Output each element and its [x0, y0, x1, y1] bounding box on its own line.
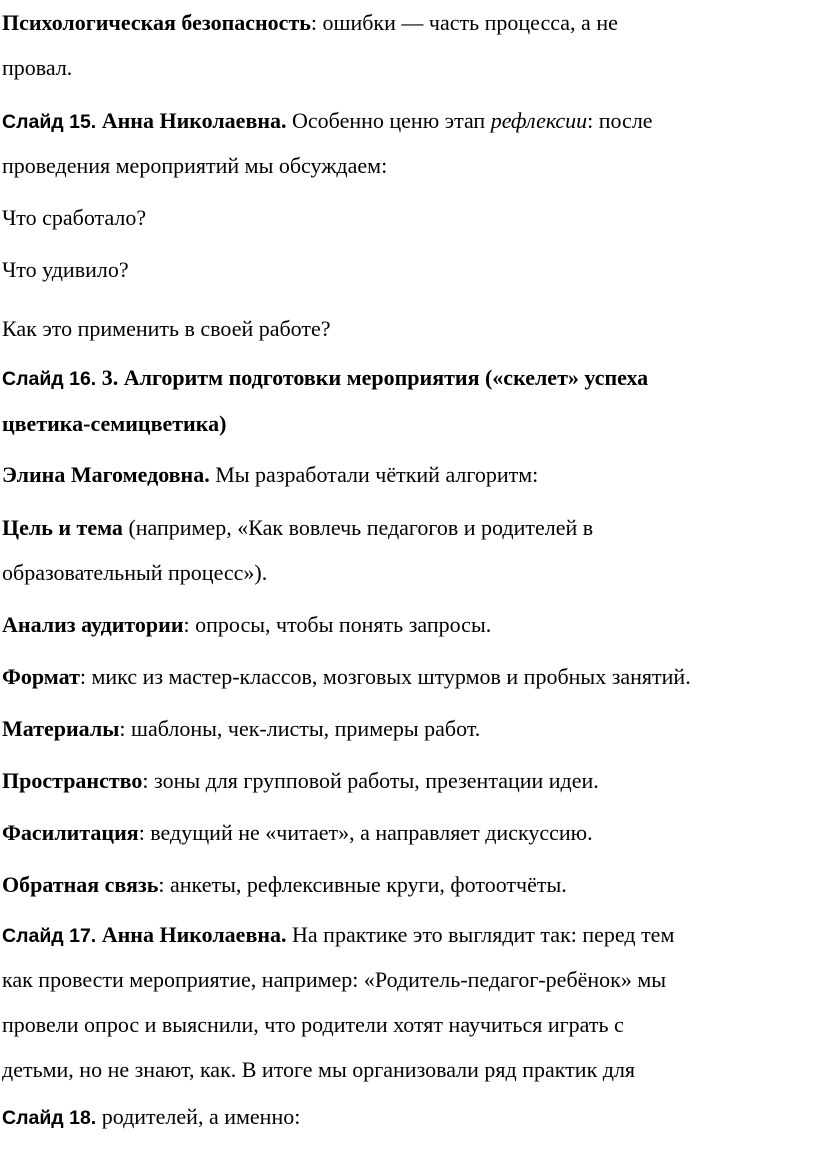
section-heading-line: цветика-семицветика) — [2, 411, 227, 436]
paragraph-text: Особенно ценю этап — [286, 108, 491, 133]
paragraph-line: проведения мероприятий мы обсуждаем: — [2, 153, 388, 178]
paragraph-text: : микс из мастер-классов, мозговых штурмов и пробных занятий. — [79, 664, 691, 689]
paragraph-text: : шаблоны, чек-листы, примеры работ. — [119, 716, 481, 741]
italic-term: рефлексии — [490, 108, 588, 133]
question-item: Что удивило? — [2, 257, 129, 282]
term-bold: Фасилитация — [2, 820, 139, 845]
slide-label: Слайд 17. — [2, 925, 97, 947]
term-bold: Формат — [2, 664, 80, 689]
slide-label: Слайд 15. — [2, 111, 97, 133]
term-bold: Материалы — [2, 716, 120, 741]
paragraph-text: : ведущий не «читает», а направляет дискуссию. — [138, 820, 593, 845]
paragraph-slide-17 — [2, 912, 674, 959]
term-bold: Цель и тема — [2, 515, 123, 540]
section-heading — [2, 355, 648, 402]
paragraph-text: : анкеты, рефлексивные круги, фотоотчёты. — [158, 872, 567, 897]
algorithm-item-materials — [2, 706, 480, 751]
paragraph-line: как провести мероприятие, например: «Родитель-педагог-ребёнок» мы — [2, 967, 667, 992]
slide-label: Слайд 16. — [2, 368, 97, 390]
paragraph-text: : опросы, чтобы понять запросы. — [183, 612, 492, 637]
term-bold: Обратная связь — [2, 872, 159, 897]
term-bold: Пространство — [2, 768, 143, 793]
algorithm-item-goal — [2, 505, 593, 550]
paragraph-text: : ошибки — часть процесса, а не — [310, 10, 618, 35]
term-bold: Анализ аудитории — [2, 612, 184, 637]
paragraph-text: Мы разработали чёткий алгоритм: — [209, 462, 539, 487]
paragraph-slide-18 — [2, 1094, 300, 1141]
speaker-name: Анна Николаевна. — [96, 108, 287, 133]
paragraph-text: (например, «Как вовлечь педагогов и родителей в — [122, 515, 594, 540]
heading-text: 3. Алгоритм подготовки мероприятия («скелет» успеха — [96, 365, 649, 390]
question-item: Как это применить в своей работе? — [2, 316, 331, 341]
question-item: Что сработало? — [2, 205, 147, 230]
algorithm-item-format — [2, 654, 691, 699]
term-bold: Психологическая безопасность — [2, 10, 311, 35]
paragraph-text: : после — [587, 108, 653, 133]
paragraph-slide-15 — [2, 98, 653, 145]
paragraph-line: провели опрос и выяснили, что родители хотят научиться играть с — [2, 1012, 624, 1037]
speaker-name: Элина Магомедовна. — [2, 462, 210, 487]
algorithm-item-audience — [2, 602, 491, 647]
algorithm-item-feedback — [2, 862, 567, 907]
paragraph-line: провал. — [2, 55, 73, 80]
paragraph-line: детьми, но не знают, как. В итоге мы организовали ряд практик для — [2, 1057, 636, 1082]
paragraph-line: образовательный процесс»). — [2, 560, 268, 585]
paragraph-text: : зоны для групповой работы, презентации идеи. — [142, 768, 599, 793]
paragraph-elina — [2, 452, 538, 497]
paragraph-text: родителей, а именно: — [96, 1104, 301, 1129]
paragraph-text: На практике это выглядит так: перед тем — [286, 922, 675, 947]
algorithm-item-facilitation — [2, 810, 593, 855]
algorithm-item-space — [2, 758, 599, 803]
speaker-name: Анна Николаевна. — [96, 922, 287, 947]
slide-label: Слайд 18. — [2, 1107, 97, 1129]
paragraph-psych-safety — [2, 0, 618, 45]
